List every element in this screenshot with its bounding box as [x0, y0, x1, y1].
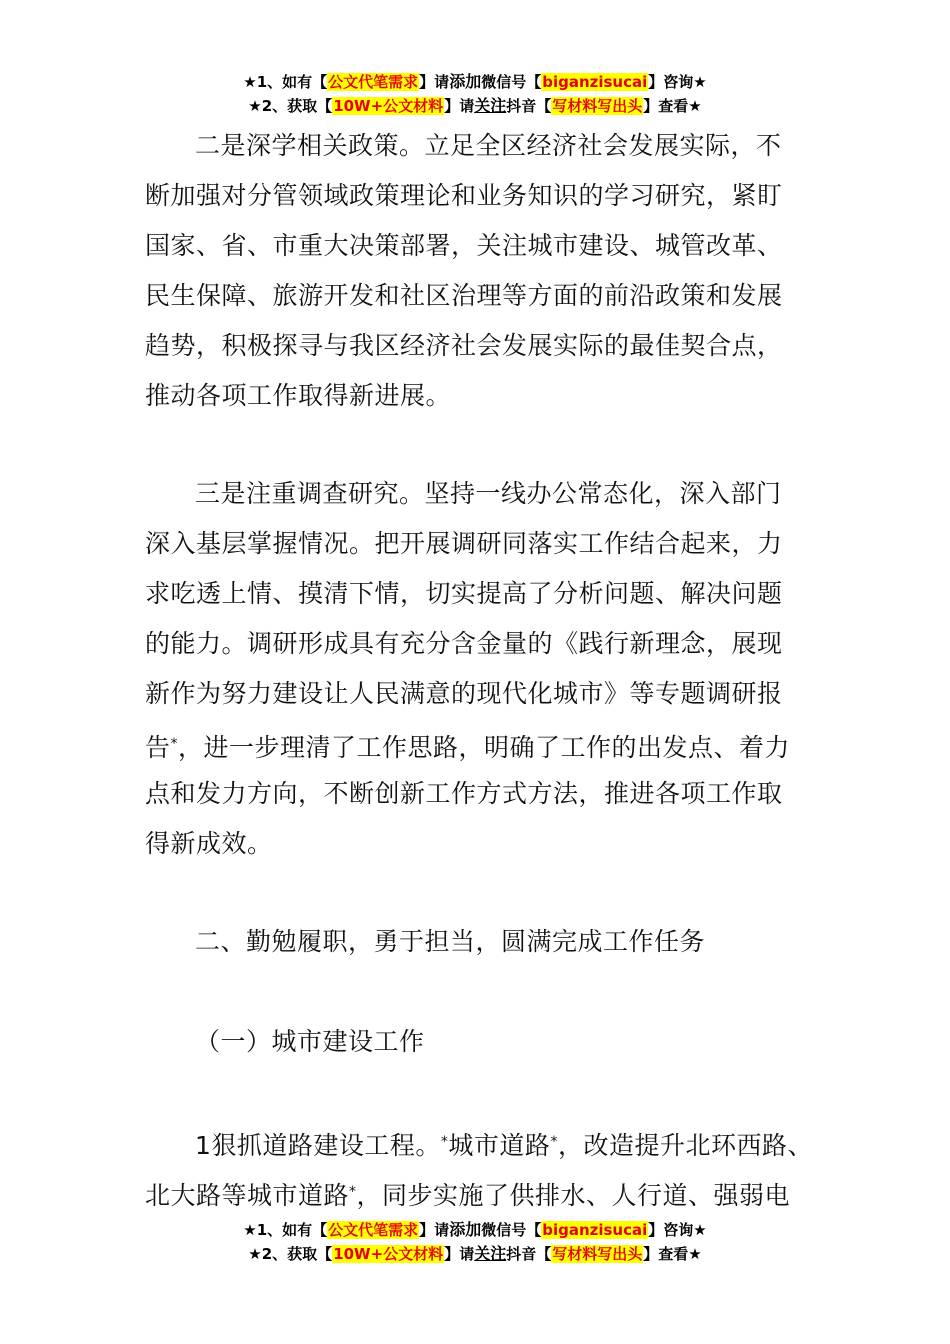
- text-line: [145, 1167, 825, 1217]
- text-line: 二是深学相关政策。立足全区经济社会发展实际，不: [195, 131, 782, 160]
- banner-text: 】查看★: [643, 1245, 702, 1263]
- banner-line-2: [0, 94, 950, 118]
- banner-highlight: biganzisucai: [542, 73, 648, 91]
- subsection-heading: （一）城市建设工作: [195, 1027, 425, 1056]
- banner-highlight: biganzisucai: [542, 1221, 648, 1239]
- banner-highlight: 写材料写出头: [552, 97, 643, 115]
- banner-text: 】请: [419, 73, 450, 91]
- document-body: [145, 121, 825, 421]
- document-body-3: [145, 1117, 825, 1217]
- banner-text: ★1、如有【: [243, 73, 328, 91]
- bottom-banner: [0, 1218, 950, 1266]
- banner-line-1: [0, 1218, 950, 1242]
- banner-text: 微信号【: [481, 1221, 542, 1239]
- banner-text: 微信号【: [481, 73, 542, 91]
- text-run: ，同步实施了供排水、人行道、强弱电: [356, 1181, 791, 1210]
- text-line: 点和发力方向，不断创新工作方式方法，推进各项工作取: [145, 779, 783, 808]
- footnote-mark: *: [170, 736, 179, 752]
- text-line: [145, 1117, 825, 1167]
- banner-emphasis: 关注: [474, 1244, 507, 1263]
- section-heading: 二、勤勉履职，勇于担当，圆满完成工作任务: [195, 927, 706, 956]
- text-line: 得新成效。: [145, 829, 273, 858]
- text-line: 三是注重调查研究。坚持一线办公常态化，深入部门: [195, 479, 782, 508]
- banner-emphasis: 关注: [474, 96, 507, 115]
- banner-highlight: 10W+公文材料: [333, 97, 444, 115]
- text-run: ，进一步理清了工作思路，明确了工作的出发点、着力: [178, 733, 791, 762]
- footnote-mark: *: [550, 1134, 558, 1150]
- banner-text: 】请: [444, 97, 475, 115]
- banner-text: ★1、如有【: [243, 1221, 328, 1239]
- text-line: 深入基层掌握情况。把开展调研同落实工作结合起来，力: [145, 529, 783, 558]
- paragraph-policy-study: [145, 121, 825, 421]
- top-banner: [0, 70, 950, 118]
- banner-highlight: 10W+公文材料: [333, 1245, 444, 1263]
- banner-line-1: [0, 70, 950, 94]
- banner-highlight: 写材料写出头: [552, 1245, 643, 1263]
- paragraph-research: [145, 469, 825, 869]
- banner-text: 】请: [444, 1245, 475, 1263]
- text-line: 推动各项工作取得新进展。: [145, 381, 452, 410]
- text-run: 告: [145, 733, 171, 762]
- subsection-heading-wrap: [145, 1017, 825, 1067]
- text-run: 城市道路: [448, 1131, 551, 1160]
- banner-line-2: [0, 1242, 950, 1266]
- text-line: 国家、省、市重大决策部署，关注城市建设、城管改革、: [145, 231, 783, 260]
- banner-text: 】查看★: [643, 97, 702, 115]
- text-run: ，改造提升北环西路、: [557, 1131, 813, 1160]
- text-line: 趋势，积极探寻与我区经济社会发展实际的最佳契合点，: [145, 331, 783, 360]
- text-run: 北大路等城市道路: [145, 1181, 350, 1210]
- banner-text: 抖音【: [506, 97, 552, 115]
- text-line: 民生保障、旅游开发和社区治理等方面的前沿政策和发展: [145, 281, 783, 310]
- banner-text: 抖音【: [506, 1245, 552, 1263]
- banner-text: 】咨询★: [648, 73, 707, 91]
- banner-text: 】请: [419, 1221, 450, 1239]
- banner-highlight: 公文代笔需求: [328, 1221, 419, 1239]
- text-line: 新作为努力建设让人民满意的现代化城市》等专题调研报: [145, 679, 783, 708]
- banner-highlight: 公文代笔需求: [328, 73, 419, 91]
- banner-emphasis: 添加: [449, 72, 482, 91]
- banner-text: 】咨询★: [648, 1221, 707, 1239]
- banner-text: ★2、获取【: [248, 1245, 333, 1263]
- paragraph-road-construction: [145, 1117, 825, 1217]
- text-line: 的能力。调研形成具有充分含金量的《践行新理念，展现: [145, 629, 783, 658]
- footnote-mark: *: [440, 1134, 449, 1150]
- text-line: 断加强对分管领域政策理论和业务知识的学习研究，紧盯: [145, 181, 783, 210]
- text-run: 1狠抓道路建设工程。: [195, 1131, 441, 1160]
- text-line: 求吃透上情、摸清下情，切实提高了分析问题、解决问题: [145, 579, 783, 608]
- section-heading-wrap: [145, 917, 825, 967]
- text-line: [145, 719, 825, 769]
- footnote-mark: *: [349, 1184, 357, 1200]
- document-body-2: [145, 469, 825, 869]
- banner-text: ★2、获取【: [248, 97, 333, 115]
- banner-emphasis: 添加: [449, 1220, 482, 1239]
